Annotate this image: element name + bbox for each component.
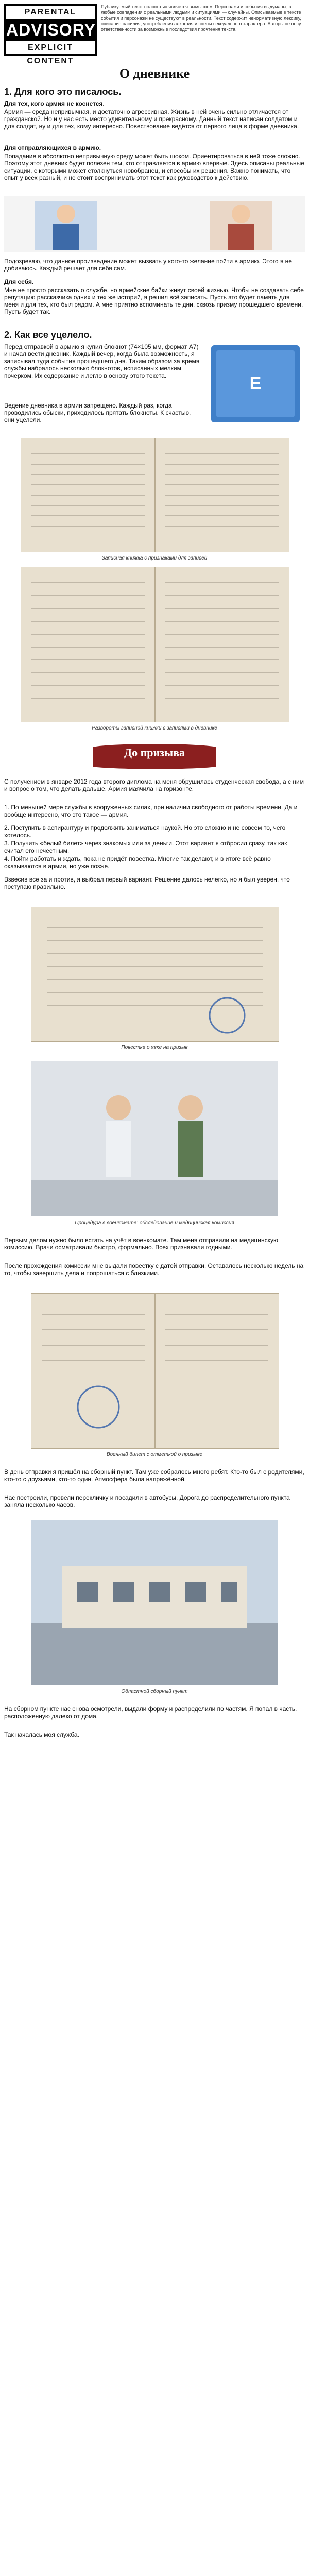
- caption-notebook: Записная книжка с признаками для записей: [101, 555, 208, 561]
- para-army-env: Армия — среда непривычная, и достаточно агрессивная. Жизнь в ней очень сильно отличается от гражданской. Но и у нас есть место удивительному и прекрасному. Данный текст написан солдатом и для солдат, ну и для тех, кому интересно. Повествование ведётся от первого лица в форме дневника.: [4, 108, 299, 130]
- para-option-3: 3. Получить «белый билет» через знакомых или за деньги. Этот вариант я отбросил сразу, так как считал его нечестным.: [4, 840, 287, 854]
- para-option-4: 4. Пойти работать и ждать, пока не придёт повестка. Многие так делают, и в итоге всё равно оказываются в армии, но уже позже.: [4, 855, 271, 870]
- para-for-recruits: Для отправляющихся в армию.: [4, 144, 101, 151]
- para-departure-day: В день отправки я пришёл на сборный пункт. Там уже собралось много ребят. Кто-то был с родителями, кто-то с друзьями, кто-то один. Атмосфера была напряжённой.: [4, 1468, 304, 1483]
- caption-summons: Повестка о явке на призыв: [121, 1045, 188, 1050]
- para-registration: Первым делом нужно было встать на учёт в военкомате. Там меня отправили на медицинскую комиссию. Врачи осматривали быстро, формально. Всех признавали годными.: [4, 1236, 279, 1251]
- para-forbidden: Ведение дневника в армии запрещено. Каждый раз, когда проводились обыски, приходилось прятать блокноты. К счастью, они уцелели.: [4, 402, 191, 423]
- para-after-commission: После прохождения комиссии мне выдали повестку с датой отправки. Оставалось несколько недель на то, чтобы завершить дела и попрощаться с близкими.: [4, 1262, 304, 1277]
- para-intro: С получением в январе 2012 года второго диплома на меня обрушилась студенческая свобода, а с ним и вопрос о том, что делать дальше. Армия маячила на горизонте.: [4, 778, 304, 792]
- caption-military-id: Военный билет с отметкой о призыве: [106, 1452, 203, 1458]
- section-title-before-draft: До призыва: [124, 746, 185, 759]
- section-title-diary: О дневнике: [119, 66, 190, 81]
- badge-bot: EXPLICIT CONTENT: [6, 40, 95, 55]
- assembly-point-image: [31, 1520, 278, 1685]
- summons-document-image: [31, 907, 279, 1042]
- caption-spreads: Развороты записной книжки с записями в дневнике: [92, 725, 217, 731]
- para-option-1: 1. По меньшей мере службы в вооруженных силах, при наличии свободного от работы времени. Да и вообще интересно, что это такое — армия.: [4, 804, 298, 818]
- notebook-image: [206, 340, 305, 428]
- para-recruits-body: Попадание в абсолютно непривычную среду может быть шоком. Ориентироваться в ней тоже сложно. Поэтому этот дневник будет полезен тем, кто отправляется в армию впервые. Здесь описаны реальные ситуации, с которыми может столкнуться новобранец, и способы их решения. Важно понимать, что опыт у всех разный, и не стоит воспринимать этот текст как руководство к действию.: [4, 152, 304, 181]
- para-service-begins: Так началась моя служба.: [4, 1731, 79, 1738]
- notebook-pages-image-2: [21, 567, 289, 722]
- para-suspicion: Подозреваю, что данное произведение может вызвать у кого-то желание пойти в армию. Этого я не добиваюсь. Каждый решает для себя сам.: [4, 258, 292, 272]
- caption-medical: Процедура в военкомате: обследование и медицинская комиссия: [75, 1220, 234, 1226]
- badge-top: PARENTAL: [6, 6, 95, 20]
- para-decision: Взвесив все за и против, я выбрал первый вариант. Решение далось нелегко, но я был уверен, что поступаю правильно.: [4, 876, 290, 890]
- para-distribution: На сборном пункте нас снова осмотрели, выдали форму и распределили по частям. Я попал в часть, расположенную далеко от дома.: [4, 1705, 297, 1720]
- svg-text:E: E: [249, 374, 262, 393]
- parental-advisory-badge: [4, 4, 97, 65]
- subhead-for-whom: 1. Для кого это писалось.: [4, 87, 122, 97]
- para-notebook: Перед отправкой в армию я купил блокнот (74×105 мм, формат А7) и начал вести дневник. Каждый вечер, когда была возможность, я записывал туда события прошедшего дня. Таким образом за время службы набралось несколько блокнотов, исписанных мелким почерком. Их содержание и легло в основу этого текста.: [4, 343, 200, 379]
- subhead-how-survived: 2. Как все уцелело.: [4, 330, 92, 340]
- illustration-figures: [4, 196, 305, 252]
- para-for-self: Для себя.: [4, 278, 34, 285]
- para-bus: Нас построили, провели перекличку и посадили в автобусы. Дорога до распределительного пункта заняла несколько часов.: [4, 1494, 290, 1509]
- para-option-2: 2. Поступить в аспирантуру и продолжить заниматься наукой. Но это сложно и не совсем то, чего хотелось.: [4, 824, 286, 839]
- badge-mid: ADVISORY: [6, 21, 96, 39]
- medical-exam-image: [31, 1061, 278, 1216]
- military-id-image: [31, 1293, 279, 1449]
- notebook-pages-image-1: [21, 438, 289, 552]
- para-for-those: Для тех, кого армия не коснется.: [4, 100, 105, 107]
- disclaimer-note: Публикуемый текст полностью является вымыслом. Персонажи и события выдуманы, а любые совпадения с реальными людьми и ситуациями — случайны. Описываемые в тексте события и персонажи не существуют в реальности. Текст содержит ненормативную лексику, описание насилия, употребления алкоголя и сцены сексуального характера. Авторы не несут ответственности за возможные последствия прочтения текста.: [101, 4, 303, 32]
- para-self-body: Мне не просто рассказать о службе, но армейские байки живут своей жизнью. Чтобы не создавать себе репутацию рассказчика одних и тех же историй, я решил всё записать. Пусть это будет память для меня и для тех, кто был рядом. А мне приятно вспоминать те дни, сквозь призму прошедшего времени. Пусть будет так.: [4, 286, 304, 315]
- caption-assembly: Областной сборный пункт: [121, 1689, 188, 1694]
